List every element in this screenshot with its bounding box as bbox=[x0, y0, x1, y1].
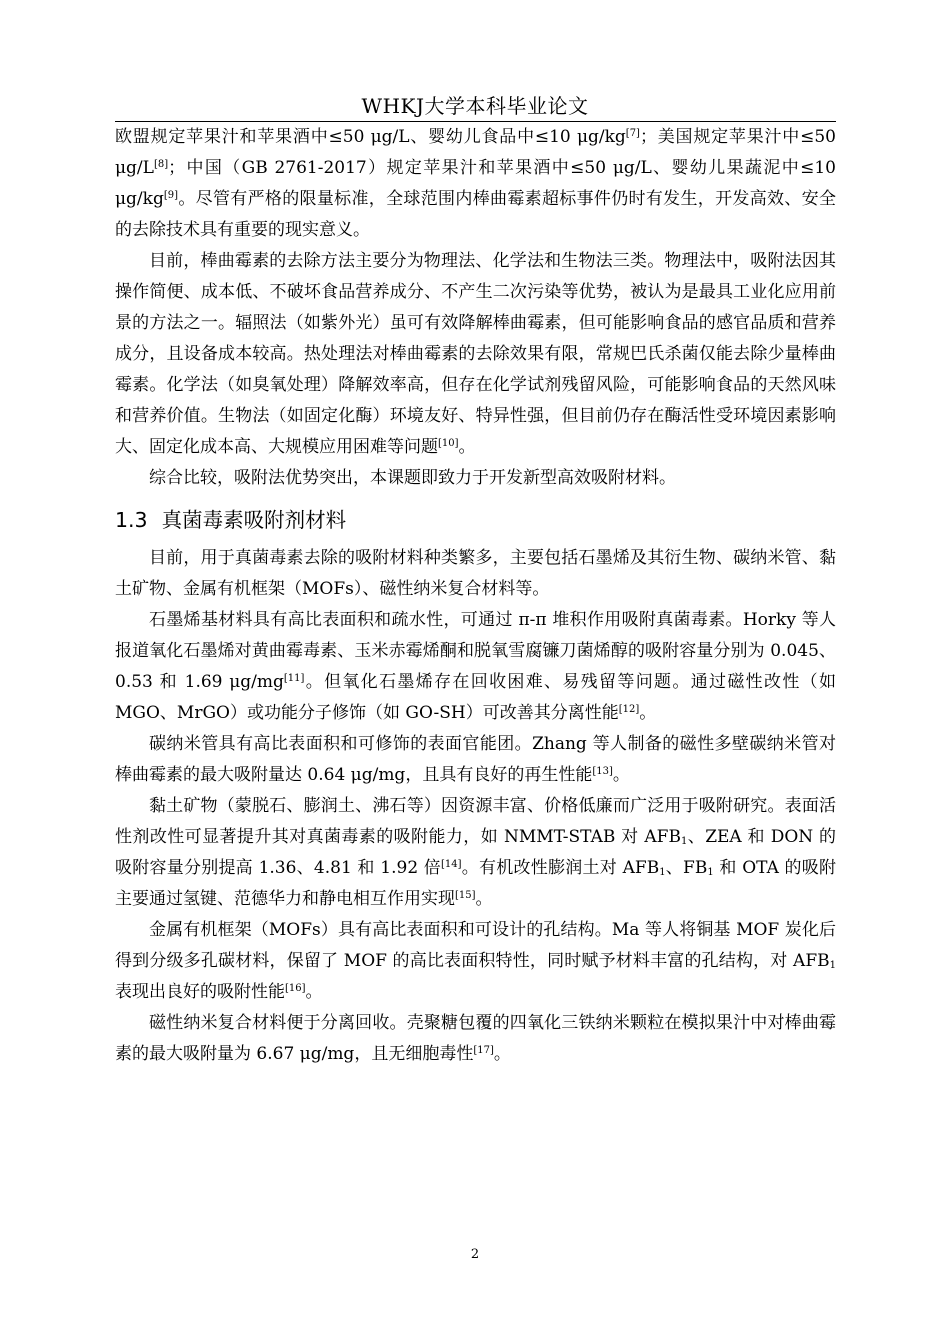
citation: [14] bbox=[441, 859, 462, 870]
text-run: 目前，棒曲霉素的去除方法主要分为物理法、化学法和生物法三类。物理法中，吸附法因其操作简便、成本低、不破坏食品营养成分、不产生二次污染等优势，被认为是最具工业化应用前景的方法之一。辐照法（如紫外光）虽可有效降解棒曲霉素，但可能影响食品的感官品质和营养成分，且设备成本较高。热处理法对棒曲霉素的去除效果有限，常规巴氏杀菌仅能去除少量棒曲霉素。化学法（如臭氧处理）降解效率高，但存在化学试剂残留风险，可能影响食品的天然风味和营养价值。生物法（如固定化酶）环境友好、特异性强，但目前仍存在酶活性受环境因素影响大、固定化成本高、大规模应用困难等问题 bbox=[115, 251, 836, 457]
text-run: 欧盟规定苹果汁和苹果酒中≤50 μg/L、婴幼儿食品中≤10 μg/kg bbox=[115, 127, 626, 147]
text-run: 表现出良好的吸附性能 bbox=[115, 982, 285, 1002]
page-body bbox=[115, 122, 836, 1070]
text-run: 黏土矿物（蒙脱石、膨润土、沸石等）因资源丰富、价格低廉而广泛用于吸附研究。表面活性剂改性可显著提升其对真菌毒素的吸附能力，如 NMMT-STAB 对 AFB bbox=[115, 796, 836, 847]
text-run: 。 bbox=[458, 437, 476, 457]
paragraph-mofs bbox=[115, 915, 836, 1008]
text-run: 金属有机框架（MOFs）具有高比表面积和可设计的孔结构。Ma 等人将铜基 MOF 炭化后得到分级多孔碳材料，保留了 MOF 的高比表面积特性，同时赋予材料丰富的孔结构，对 AFB bbox=[115, 920, 836, 971]
paragraph-clay-minerals bbox=[115, 791, 836, 915]
text-run: 碳纳米管具有高比表面积和可修饰的表面官能团。Zhang 等人制备的磁性多壁碳纳米管对棒曲霉素的最大吸附量达 0.64 μg/mg，且具有良好的再生性能 bbox=[115, 734, 836, 785]
section-title: 真菌毒素吸附剂材料 bbox=[161, 508, 347, 532]
text-run: 、ZEA 和 DON 的吸附容量分别提高 1.36、4.81 和 1.92 倍 bbox=[115, 827, 837, 878]
text-run: 、FB bbox=[665, 858, 708, 878]
citation: [13] bbox=[592, 766, 613, 777]
paragraph-removal-methods bbox=[115, 246, 836, 463]
text-run: 。 bbox=[612, 765, 630, 785]
paragraph-carbon-nanotubes bbox=[115, 729, 836, 791]
text-run: 磁性纳米复合材料便于分离回收。壳聚糖包覆的四氧化三铁纳米颗粒在模拟果汁中对棒曲霉素的最大吸附量为 6.67 μg/mg，且无细胞毒性 bbox=[115, 1013, 836, 1064]
section-number: 1.3 bbox=[115, 508, 148, 532]
paragraph-graphene bbox=[115, 605, 836, 729]
text-run: ；美国规定苹果汁中≤50 μg/L bbox=[115, 127, 836, 178]
citation: [10] bbox=[438, 438, 459, 449]
text-run: ；中国（GB 2761-2017）规定苹果汁和苹果酒中≤50 μg/L、婴幼儿果蔬泥中≤10 μg/kg bbox=[115, 158, 836, 209]
text-run: 。尽管有严格的限量标准，全球范围内棒曲霉素超标事件仍时有发生，开发高效、安全的去除技术具有重要的现实意义。 bbox=[115, 189, 836, 240]
subscript: 1 bbox=[680, 836, 688, 847]
subscript: 1 bbox=[659, 867, 666, 878]
citation: [15] bbox=[455, 890, 476, 901]
page-number: 2 bbox=[470, 1247, 480, 1262]
citation: [7] bbox=[625, 128, 640, 139]
paragraph-comparison: 综合比较，吸附法优势突出，本课题即致力于开发新型高效吸附材料。 bbox=[149, 468, 676, 488]
text-run: 。 bbox=[493, 1044, 511, 1064]
citation: [8] bbox=[153, 159, 169, 170]
citation: [17] bbox=[473, 1045, 494, 1056]
text-run: 石墨烯基材料具有高比表面积和疏水性，可通过 π-π 堆积作用吸附真菌毒素。Horky 等人报道氧化石墨烯对黄曲霉毒素、玉米赤霉烯酮和脱氧雪腐镰刀菌烯醇的吸附容量分别为 0.045、0.53 和 1.69 μg/mg bbox=[115, 610, 836, 692]
paragraph-magnetic-composites bbox=[115, 1008, 836, 1070]
subscript: 1 bbox=[829, 960, 836, 971]
section-heading bbox=[115, 505, 836, 535]
citation: [12] bbox=[618, 704, 640, 715]
running-header: WHKJ大学本科毕业论文 bbox=[361, 94, 589, 118]
text-run: 。 bbox=[475, 889, 493, 909]
text-run: 。但氧化石墨烯存在回收困难、易残留等问题。通过磁性改性（如 MGO、MrGO）或功能分子修饰（如 GO-SH）可改善其分离性能 bbox=[115, 672, 837, 723]
citation: [11] bbox=[283, 673, 305, 684]
subscript: 1 bbox=[707, 867, 714, 878]
text-run: 和 OTA 的吸附主要通过氢键、范德华力和静电相互作用实现 bbox=[115, 858, 836, 909]
paragraph-adsorbent-overview: 目前，用于真菌毒素去除的吸附材料种类繁多，主要包括石墨烯及其衍生物、碳纳米管、黏土矿物、金属有机框架（MOFs）、磁性纳米复合材料等。 bbox=[115, 548, 836, 599]
text-run: 。 bbox=[305, 982, 323, 1002]
text-run: 。 bbox=[639, 703, 657, 723]
citation: [9] bbox=[163, 190, 179, 201]
paragraph-limits bbox=[115, 122, 836, 246]
citation: [16] bbox=[285, 983, 306, 994]
text-run: 。有机改性膨润土对 AFB bbox=[461, 858, 660, 878]
